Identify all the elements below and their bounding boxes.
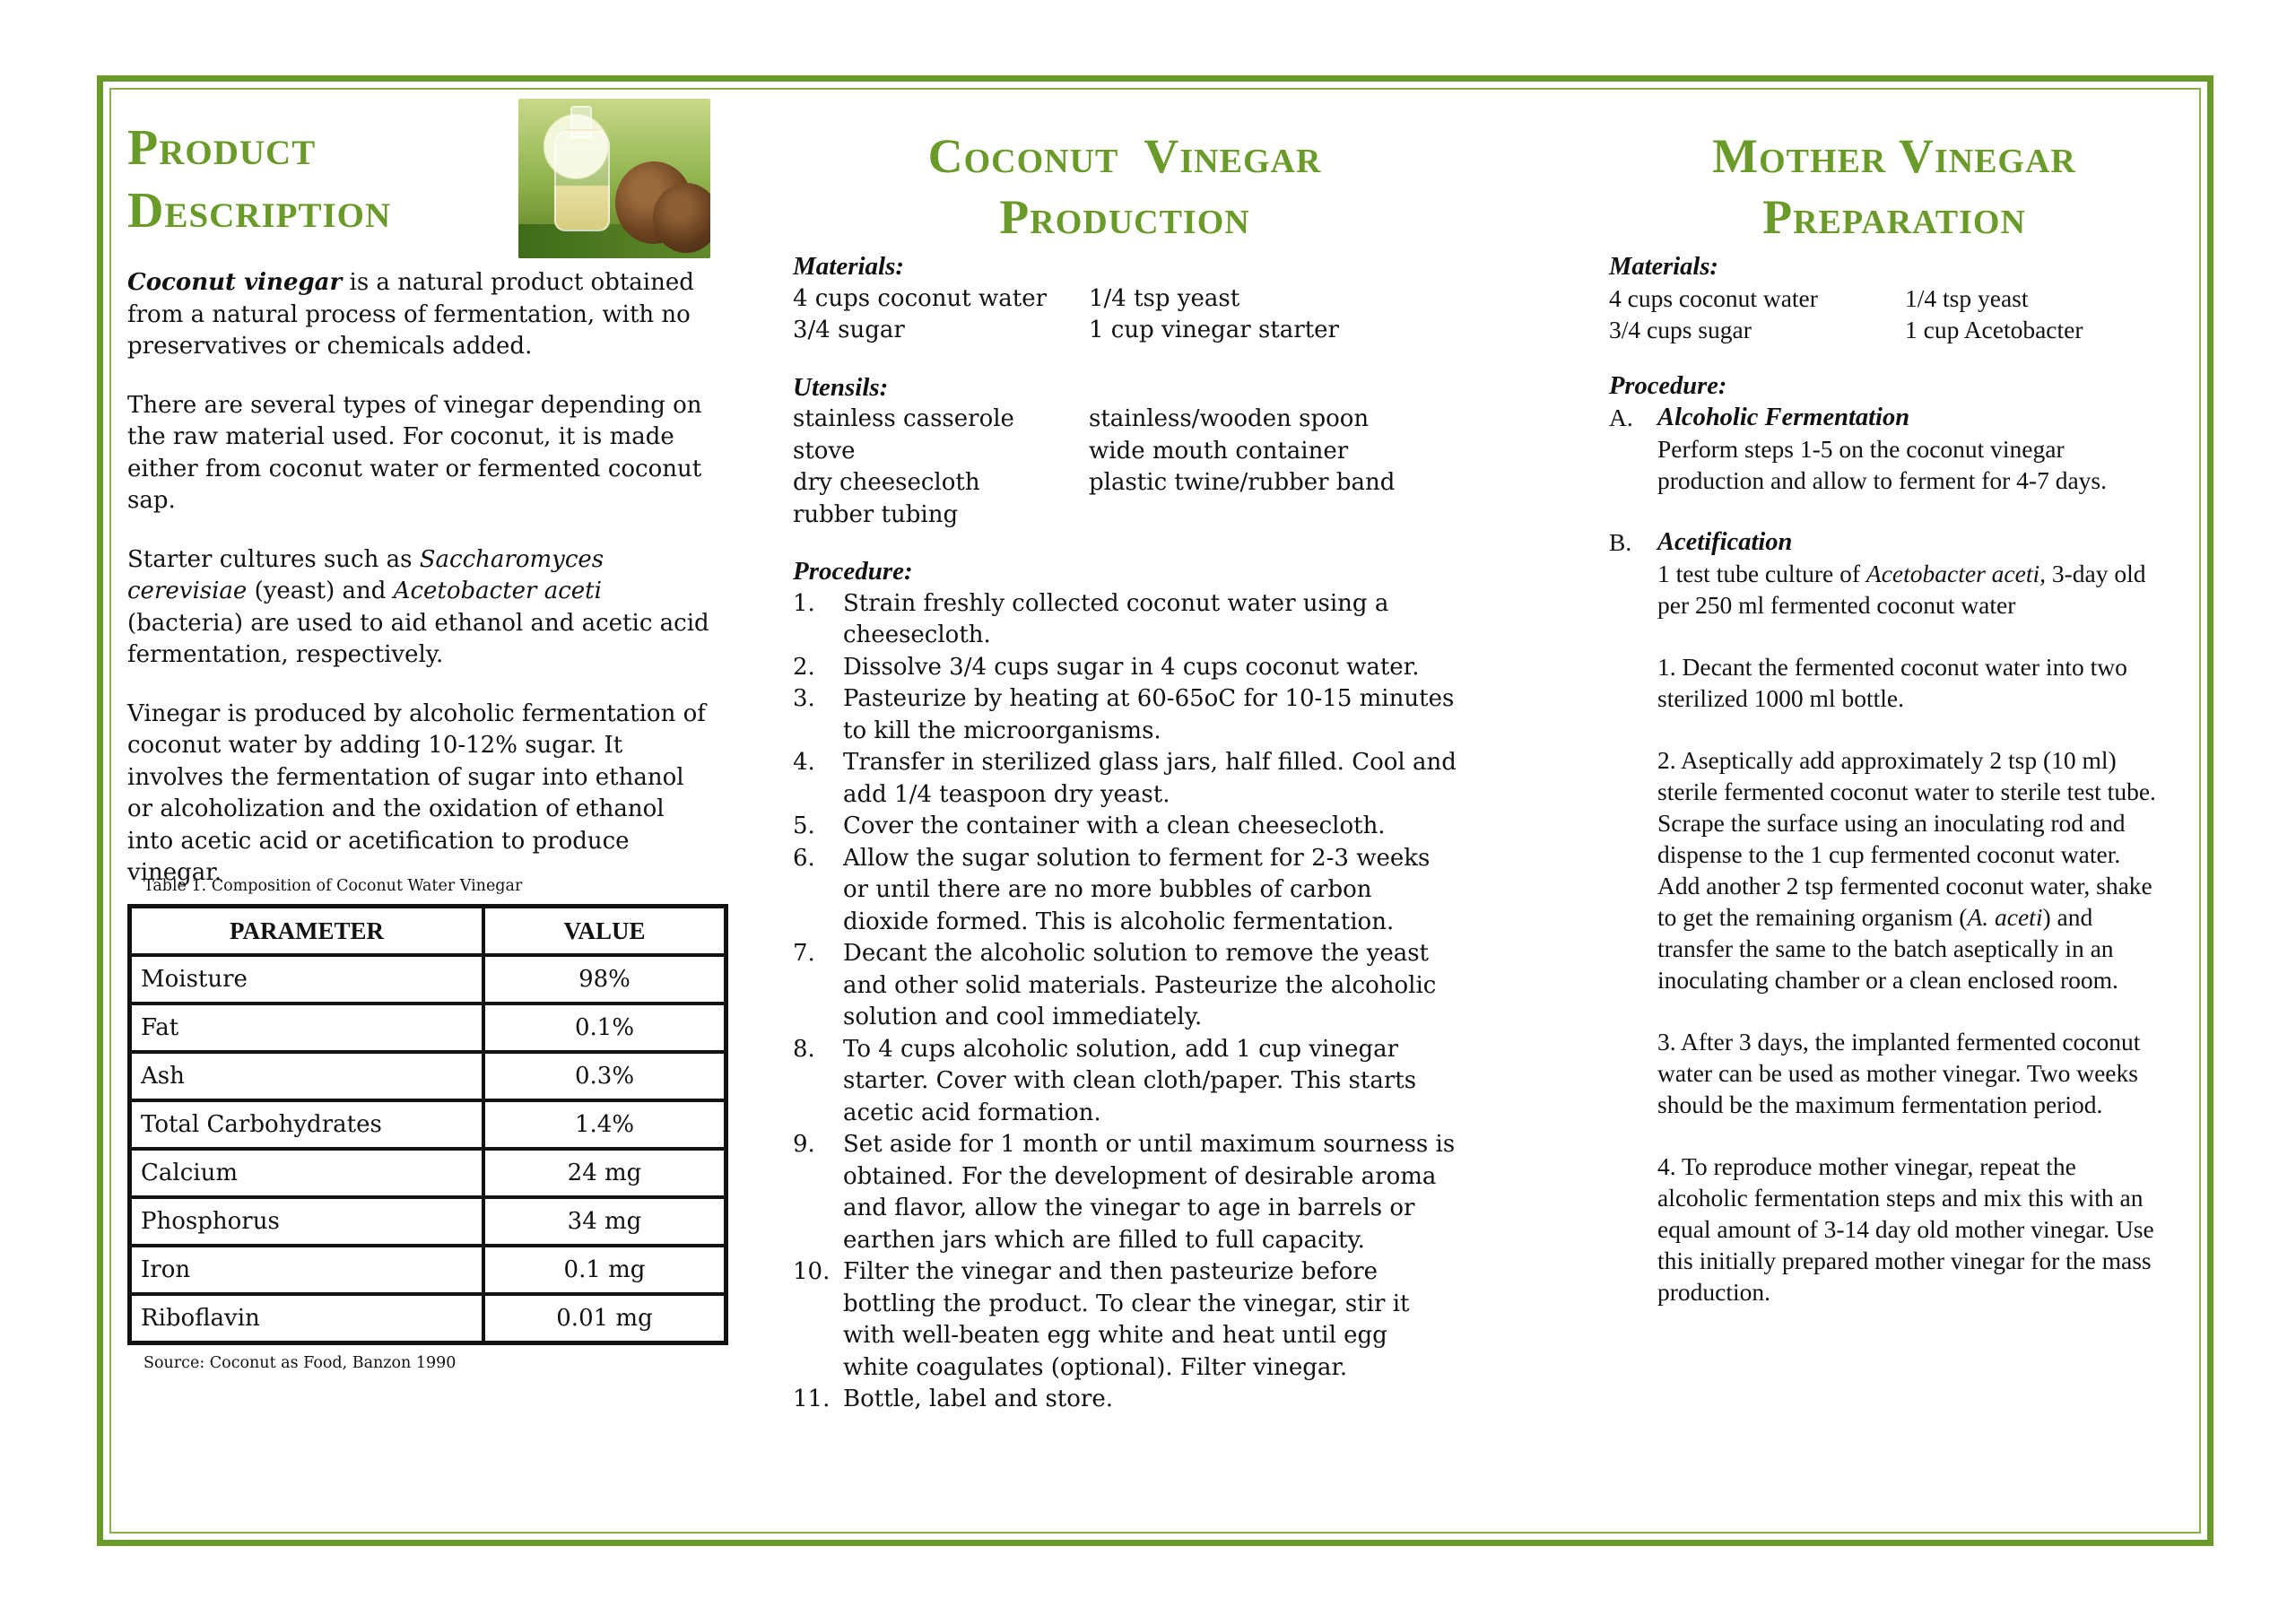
table-cell: Iron [130,1246,483,1294]
acetification-step-3: 3. After 3 days, the implanted fermented coconut water can be used as mother vinegar. Two weeks should be the maximum fermentation period. [1657,1028,2141,1118]
table-row [130,1197,726,1246]
procedure-step [793,1129,1457,1256]
table-cell: 1.4% [483,1100,726,1149]
section-letter: B. [1609,528,1632,556]
heading-line-1: Product [127,120,317,176]
text: is a natural product obtained from a natural process of fermentation, with no preservatives or chemicals added. [127,269,694,360]
procedure-step [793,811,1457,843]
composition-table [127,904,728,1345]
table-cell: 0.1% [483,1003,726,1052]
text: ) and transfer the same to the batch aseptically in an inoculating chamber or a clean enclosed room. [1657,903,2118,994]
procedure-step [793,588,1457,652]
bottle-shape [554,129,610,231]
acetification-step-2 [1609,744,2165,995]
text: (yeast) and [247,578,394,604]
procedure-step [793,1256,1457,1384]
step-text: To 4 cups alcoholic solution, add 1 cup vinegar starter. Cover with clean cloth/paper. This starts acetic acid formation. [843,1035,1417,1126]
list-item: 1/4 tsp yeast [1089,284,1240,312]
step-text: Allow the sugar solution to ferment for 2-3 weeks or until there are no more bubbles of carbon dioxide formed. This is alcoholic fermentation. [843,844,1431,935]
list-item: 1 cup Acetobacter [1905,316,2083,343]
mother-vinegar-heading [1609,126,2179,248]
section-title: Alcoholic Fermentation [1657,404,1910,431]
text: 3-day old per 250 ml fermented coconut water [1657,560,2146,619]
text: Starter cultures such as [127,545,420,573]
step-text: Pasteurize by heating at 60-65oC for 10-15 minutes to kill the microorganisms. [843,685,1455,744]
list-item: stainless casserole [793,405,1014,432]
heading-line-2: Production [999,190,1250,244]
table-source: Source: Coconut as Food, Banzon 1990 [144,1354,457,1372]
utensils-label: Utensils: [793,372,889,402]
list-item [1089,500,1448,532]
product-description-heading [127,117,391,242]
emphasis: Coconut vinegar [127,269,343,296]
description-body [127,267,712,917]
list-item: stainless/wooden spoon [1089,405,1370,432]
list-item: 4 cups coconut water [793,284,1048,312]
species-name: Acetobacter aceti, [1866,560,2046,587]
heading-line-1: Mother Vinegar [1712,129,2076,183]
table-cell: 98% [483,955,726,1003]
materials-label: Materials: [1609,253,1718,281]
procedure-step [793,683,1457,747]
step-text: Bottle, label and store. [843,1386,1113,1412]
heading-line-2: Preparation [1762,190,2026,244]
acetification-step-1: 1. Decant the fermented coconut water into two sterilized 1000 ml bottle. [1657,653,2127,712]
table-cell: 0.3% [483,1052,726,1100]
step-number: 10. [793,1258,831,1285]
procedure-step [793,1384,1457,1416]
table-cell: Riboflavin [130,1294,483,1342]
step-number: 11. [793,1386,831,1412]
acetification-step-4: 4. To reproduce mother vinegar, repeat the alcoholic fermentation steps and mix this with an equal amount of 3-14 day old mother vinegar. Use this initially prepared mother vinegar for the mass production. [1657,1152,2154,1306]
table-row [130,1100,726,1149]
mother-vinegar-content [1609,251,2165,1308]
text: (bacteria) are used to aid ethanol and acetic acid fermentation, respectively. [127,609,709,668]
species-name: Acetobacter aceti [393,578,602,604]
step-number: 2. [793,653,815,681]
species-name: Saccharomyces cerevisiae [127,545,604,604]
paragraph: Vinegar is produced by alcoholic fermentation of coconut water by adding 10-12% sugar. It involves the fermentation of sugar into ethanol or alcoholization and the oxidation of ethanol into acetic acid or acetification to produce vinegar. [127,699,706,886]
table-cell: Fat [130,1003,483,1052]
step-text: Strain freshly collected coconut water using a cheesecloth. [843,589,1389,648]
table-cell: 34 mg [483,1197,726,1246]
step-number: 4. [793,749,815,776]
table-cell: 0.1 mg [483,1246,726,1294]
text: 2. Aseptically add approximately 2 tsp (10 ml) sterile fermented coconut water to sterile test tube. Scrape the surface using an inoculating rod and dispense to the 1 cup fermented coconut water. Add another 2 tsp fermented coconut water, shake to get the remaining organism ( [1657,746,2156,931]
coconut-vinegar-photo [518,99,710,258]
production-content [793,251,1457,1416]
procedure-step [793,1034,1457,1130]
procedure-label: Procedure: [793,557,913,586]
step-text: Filter the vinegar and then pasteurize before bottling the product. To clear the vinegar, stir it with well-beaten egg white and heat until egg white coagulates (optional). Filter vinegar. [843,1258,1410,1381]
step-text: Cover the container with a clean cheesecloth. [843,812,1386,839]
step-number: 1. [793,589,815,617]
section-text: Perform steps 1-5 on the coconut vinegar production and allow to ferment for 4-7 days. [1657,435,2107,494]
section-acetification [1609,526,2165,621]
materials-list [1609,282,2165,345]
table-cell: Ash [130,1052,483,1100]
list-item: 3/4 sugar [793,317,905,343]
table-header-row [130,907,726,955]
materials-label: Materials: [793,252,905,281]
table-cell: 24 mg [483,1149,726,1197]
table-cell: Phosphorus [130,1197,483,1246]
step-text: Decant the alcoholic solution to remove the yeast and other solid materials. Pasteurize the alcoholic solution and cool immediately. [843,940,1437,1030]
text: 1 test tube culture of [1657,560,1866,587]
step-text: Set aside for 1 month or until maximum sourness is obtained. For the development of desirable aroma and flavor, allow the vinegar to age in barrels or earthen jars which are filled to full capacity. [843,1131,1456,1254]
table-cell: Moisture [130,955,483,1003]
procedure-step [793,843,1457,939]
step-number: 7. [793,940,815,967]
list-item: 1 cup vinegar starter [1089,317,1339,343]
procedure-step [793,652,1457,684]
paragraph [127,544,712,672]
table-cell: Calcium [130,1149,483,1197]
list-item: wide mouth container [1089,437,1349,465]
materials-list [793,283,1457,347]
table-row [130,1246,726,1294]
table-row [130,1149,726,1197]
table-header: VALUE [483,907,726,955]
composition-table-block [127,877,728,1372]
list-item: stove [793,437,856,465]
step-number: 3. [793,685,815,712]
step-text: Dissolve 3/4 cups sugar in 4 cups coconut water. [843,653,1420,681]
list-item: dry cheesecloth [793,469,980,496]
paragraph: There are several types of vinegar depending on the raw material used. For coconut, it is made either from coconut water or fermented coconut sap. [127,391,702,514]
step-number: 9. [793,1131,815,1158]
list-item: 1/4 tsp yeast [1905,284,2029,312]
list-item: 3/4 cups sugar [1609,316,1752,343]
section-alcoholic-fermentation [1609,402,2165,496]
production-heading [793,126,1457,248]
list-item: rubber tubing [793,500,959,528]
table-row [130,1294,726,1342]
section-letter: A. [1609,404,1633,431]
table-cell: Total Carbohydrates [130,1100,483,1149]
table-row [130,1052,726,1100]
coconut-shape [653,183,710,253]
table-cell: 0.01 mg [483,1294,726,1342]
table-row [130,955,726,1003]
step-number: 5. [793,812,815,839]
heading-line-1: Coconut Vinegar [927,129,1322,183]
step-text: Transfer in sterilized glass jars, half filled. Cool and add 1/4 teaspoon dry yeast. [843,749,1457,808]
list-item: plastic twine/rubber band [1089,469,1396,496]
procedure-list [793,588,1457,1416]
list-item: 4 cups coconut water [1609,284,1818,312]
species-name: A. aceti [1967,903,2043,931]
step-number: 6. [793,844,815,872]
procedure-step [793,938,1457,1034]
table-header: PARAMETER [130,907,483,955]
step-number: 8. [793,1035,815,1063]
table-row [130,1003,726,1052]
procedure-step [793,747,1457,811]
utensils-list [793,404,1457,531]
section-title: Acetification [1657,528,1793,556]
procedure-label: Procedure: [1609,372,1727,400]
paragraph [127,267,712,363]
table-caption: Table 1. Composition of Coconut Water Vinegar [144,877,523,895]
section-text [1657,558,2165,621]
heading-line-2: Description [127,183,392,239]
